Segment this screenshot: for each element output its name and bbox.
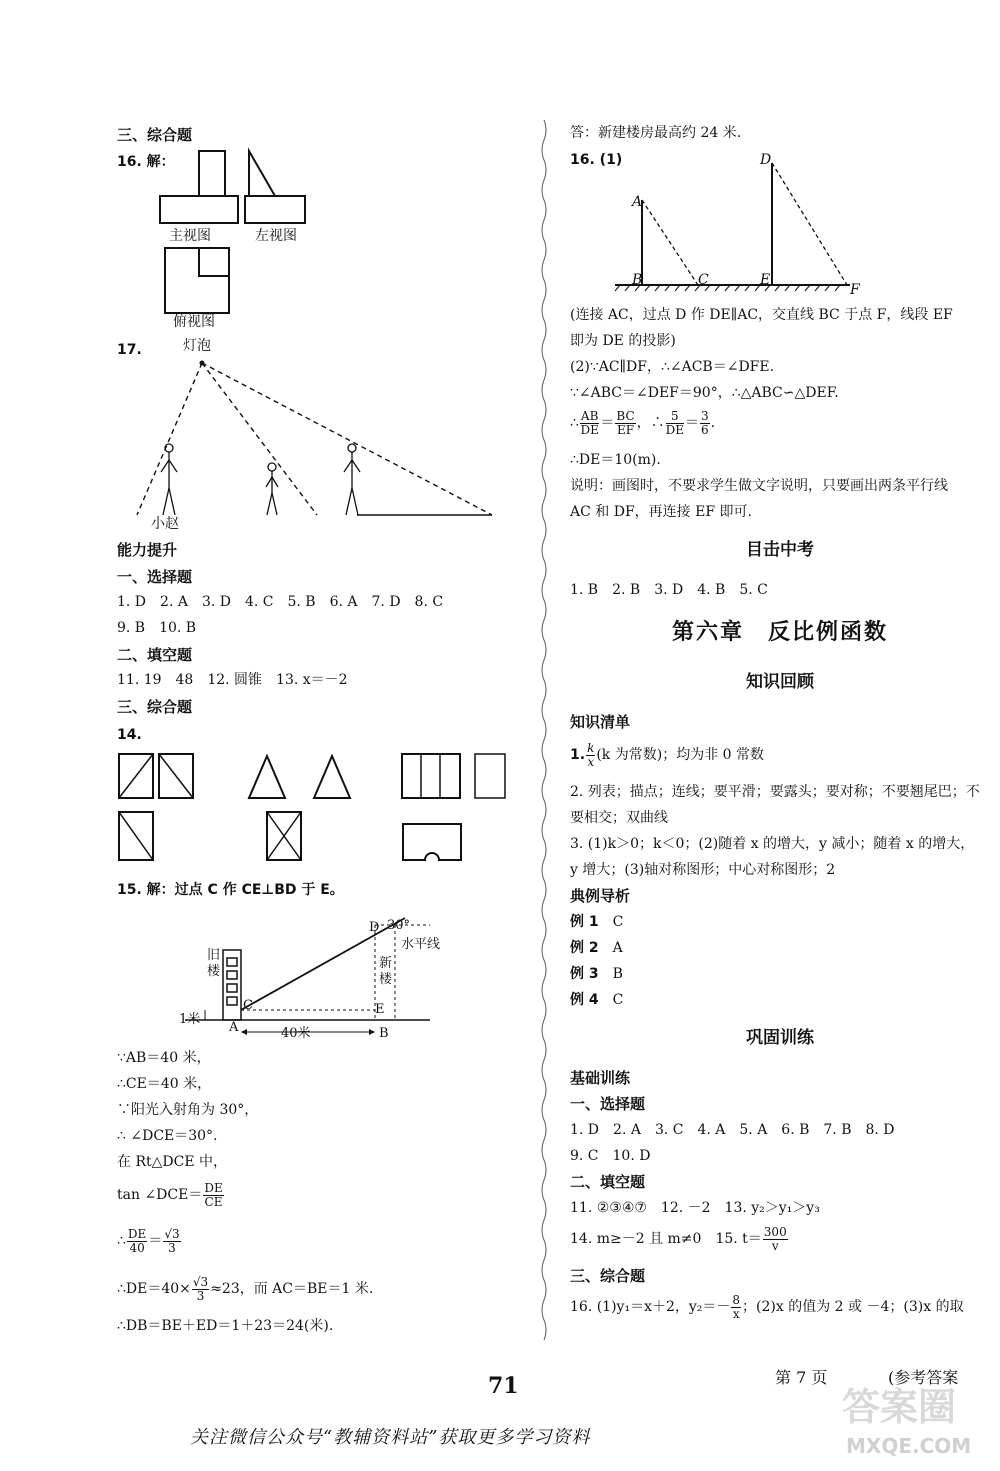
fraction [731, 1294, 741, 1321]
line-AC [642, 200, 698, 285]
text: ＝ [600, 415, 615, 431]
answer-line [570, 408, 715, 438]
text: (k 为常数)；均为非 0 常数 [596, 747, 765, 763]
answer-line: AC 和 DF，再连接 EF 即可. [570, 504, 752, 520]
section-heading: 典例导析 [570, 887, 631, 905]
label-angle: 30° [387, 918, 411, 933]
label-A: A [229, 1020, 239, 1035]
label-E: E [760, 272, 771, 288]
label-C: C [243, 998, 253, 1013]
reference-label: (参考答案 [888, 1368, 959, 1387]
left-view-label: 左视图 [255, 228, 297, 244]
example-answer: A [612, 940, 623, 956]
top-view-notch [199, 248, 229, 276]
answer-line: ∵∠ABC＝∠DEF＝90°，∴△ABC∽△DEF. [570, 385, 839, 401]
bulb-label: 灯泡 [183, 338, 211, 354]
label-D: D [369, 920, 380, 935]
denominator: 3 [196, 1288, 205, 1303]
label-E: E [375, 1002, 385, 1017]
text: ∴ [570, 415, 579, 431]
label-old: 旧楼 [207, 948, 221, 979]
fraction [192, 1276, 209, 1303]
example-row [570, 990, 623, 1010]
text: . [710, 415, 716, 431]
column-divider [540, 120, 548, 1340]
section-heading: 二、填空题 [570, 1173, 646, 1191]
answer-line: 说明：画图时，不要求学生做文字说明，只要画出两条平行线 [570, 478, 948, 494]
fraction [763, 1226, 788, 1253]
question-15-label: 15. 解：过点 C 作 CE⊥BD 于 E。 [117, 882, 344, 898]
fraction [203, 1182, 223, 1209]
numerator: DE [204, 1180, 223, 1195]
section-heading: 三、综合题 [117, 698, 193, 716]
label-horizontal: 水平线 [401, 937, 441, 952]
answer-line: 即为 DE 的投影) [570, 333, 676, 349]
answer-line: 9. B 10. B [117, 620, 197, 636]
section-heading: 三、综合题 [117, 126, 193, 144]
question-14-label: 14. [117, 727, 142, 743]
front-view-base [160, 196, 238, 223]
label-1m: 1米 [179, 1012, 201, 1027]
denominator: EF [616, 422, 635, 437]
numerator: √3 [164, 1226, 180, 1241]
answer-line: (连接 AC，过点 D 作 DE∥AC，交直线 BC 于点 F，线段 EF [570, 307, 953, 323]
watermark-logo: 答案圈 [842, 1385, 957, 1429]
text: ＝ [685, 415, 700, 431]
denominator: DE [580, 422, 599, 437]
left-view-triangle [249, 151, 275, 196]
text: tan ∠DCE＝ [117, 1187, 203, 1203]
section-heading: 二、填空题 [117, 646, 193, 664]
label-C: C [698, 272, 709, 288]
person-3 [344, 444, 360, 515]
knowledge-item-3-cont: y 增大；(3)轴对称图形；中心对称图形；2 [570, 862, 836, 878]
denominator: x [587, 754, 595, 769]
example-answer: C [612, 914, 624, 930]
fraction [586, 742, 595, 769]
answer-line: 1. D 2. A 3. D 4. C 5. B 6. A 7. D 8. C [117, 594, 444, 610]
solution-line: ∵AB＝40 米， [117, 1050, 211, 1066]
solution-line: 在 Rt△DCE 中， [117, 1154, 227, 1170]
section-heading: 基础训练 [570, 1069, 631, 1087]
example-answer: C [612, 992, 624, 1008]
review-heading: 知识回顾 [746, 672, 814, 692]
question-16-label: 16. 解： [117, 154, 175, 170]
text: ，∴ [636, 415, 665, 431]
watermark-url: MXQE.COM [846, 1434, 972, 1458]
fraction [666, 410, 684, 437]
answer-line: 1. D 2. A 3. C 4. A 5. A 6. B 7. B 8. D [570, 1122, 895, 1138]
answer-line: 11. 19 48 12. 圆锥 13. x＝－2 [117, 672, 348, 688]
text: 14. m≥－2 且 m≠0 15. t＝ [570, 1231, 762, 1247]
numerator: k [587, 740, 595, 755]
denominator: x [732, 1306, 740, 1321]
left-view-base [245, 196, 305, 223]
consolidate-heading: 巩固训练 [746, 1028, 814, 1048]
answer-line: 1. B 2. B 3. D 4. B 5. C [570, 582, 768, 598]
text: ＝ [148, 1233, 163, 1249]
solution-line [117, 1180, 225, 1210]
page-label: 第 7 页 [775, 1368, 828, 1387]
line-DF [772, 163, 847, 285]
q14-figures [117, 752, 517, 867]
numerator: AB [580, 408, 599, 423]
label-A: A [632, 194, 643, 210]
answer-line: (2)∵AC∥DF，∴∠ACB＝∠DFE. [570, 359, 775, 375]
solution-line: ∴CE＝40 米， [117, 1076, 212, 1092]
question-16-label: 16. (1) [570, 152, 623, 168]
label-F: F [850, 282, 860, 298]
parallel-projection-figure [610, 155, 870, 295]
section-heading: 一、选择题 [117, 568, 193, 586]
denominator: 40 [129, 1240, 145, 1255]
exam-heading: 目击中考 [746, 540, 814, 560]
numerator: 5 [666, 410, 684, 424]
label-new: 新楼 [379, 956, 393, 987]
numerator: √3 [192, 1274, 209, 1289]
example-row [570, 964, 623, 984]
denominator: CE [204, 1194, 223, 1209]
text: ≈23，而 AC＝BE＝1 米. [210, 1281, 374, 1297]
label-B: B [632, 272, 643, 288]
section-heading: 能力提升 [117, 541, 178, 559]
fraction [127, 1228, 147, 1255]
denominator: DE [665, 422, 685, 437]
answer-line: 11. ②③④⑦ 12. －2 13. y₂＞y₁＞y₃ [570, 1200, 820, 1216]
denominator: v [771, 1238, 779, 1253]
label-D: D [760, 152, 772, 168]
example-label: 例 1 [570, 914, 599, 930]
numerator: BC [616, 408, 635, 423]
fraction [615, 410, 635, 437]
old-building [223, 950, 241, 1020]
fraction [700, 410, 710, 437]
numerator: DE [127, 1226, 147, 1241]
section-heading: 一、选择题 [570, 1095, 646, 1113]
numerator: 300 [763, 1224, 787, 1239]
section-heading: 三、综合题 [570, 1267, 646, 1285]
text: 16. (1)y₁＝x＋2，y₂＝－ [570, 1299, 731, 1315]
lamp-shadow-figure [127, 360, 507, 520]
example-label: 例 3 [570, 966, 599, 982]
page-number: 71 [488, 1373, 519, 1399]
footer-slogan: 关注微信公众号“教辅资料站”获取更多学习资料 [190, 1427, 591, 1448]
text: 1. [570, 747, 586, 763]
knowledge-item-2: 2. 列表；描点；连线；要平滑；要露头；要对称；不要翘尾巴；不 [570, 784, 980, 800]
solution-line: ∴DB＝BE＋ED＝1＋23＝24(米). [117, 1318, 334, 1334]
person-2 [266, 463, 278, 515]
front-view-label: 主视图 [169, 228, 211, 244]
example-row [570, 938, 623, 958]
solution-line [117, 1226, 182, 1256]
denominator: 6 [701, 422, 709, 437]
chapter-title: 第六章 反比例函数 [671, 619, 888, 645]
answer-line: ∴DE＝10(m). [570, 452, 661, 468]
example-label: 例 4 [570, 992, 599, 1008]
answer-line [570, 1292, 964, 1322]
numerator: 3 [701, 408, 709, 423]
label-B: B [379, 1026, 389, 1041]
top-view-label: 俯视图 [173, 314, 215, 330]
denominator: 3 [168, 1240, 176, 1255]
example-row [570, 912, 623, 932]
front-view-tower [199, 151, 225, 196]
numerator: 8 [732, 1292, 741, 1307]
answer-line: 9. C 10. D [570, 1148, 651, 1164]
knowledge-item-1 [570, 740, 764, 770]
text: ；(2)x 的值为 2 或 －4；(3)x 的取 [742, 1299, 964, 1315]
section-heading: 知识清单 [570, 713, 631, 731]
text: ∴DE＝40× [117, 1281, 191, 1297]
knowledge-item-2-cont: 要相交；双曲线 [570, 810, 668, 826]
answer-line: 答：新建楼房最高约 24 米. [570, 125, 742, 141]
fraction [163, 1228, 180, 1255]
answer-line [570, 1224, 789, 1254]
solution-line: ∴ ∠DCE＝30°. [117, 1128, 218, 1144]
text: ∴ [117, 1233, 126, 1249]
solution-line: ∵阳光入射角为 30°， [117, 1102, 259, 1118]
knowledge-item-3: 3. (1)k＞0；k＜0；(2)随着 x 的增大，y 减小；随着 x 的增大， [570, 836, 975, 852]
fraction [580, 410, 599, 437]
solution-line [117, 1274, 373, 1304]
example-label: 例 2 [570, 940, 599, 956]
example-answer: B [612, 966, 623, 982]
person-label: 小赵 [151, 516, 179, 532]
label-40m: 40米 [281, 1026, 311, 1041]
top-view-square [165, 248, 229, 313]
question-17-label: 17. [117, 342, 142, 358]
